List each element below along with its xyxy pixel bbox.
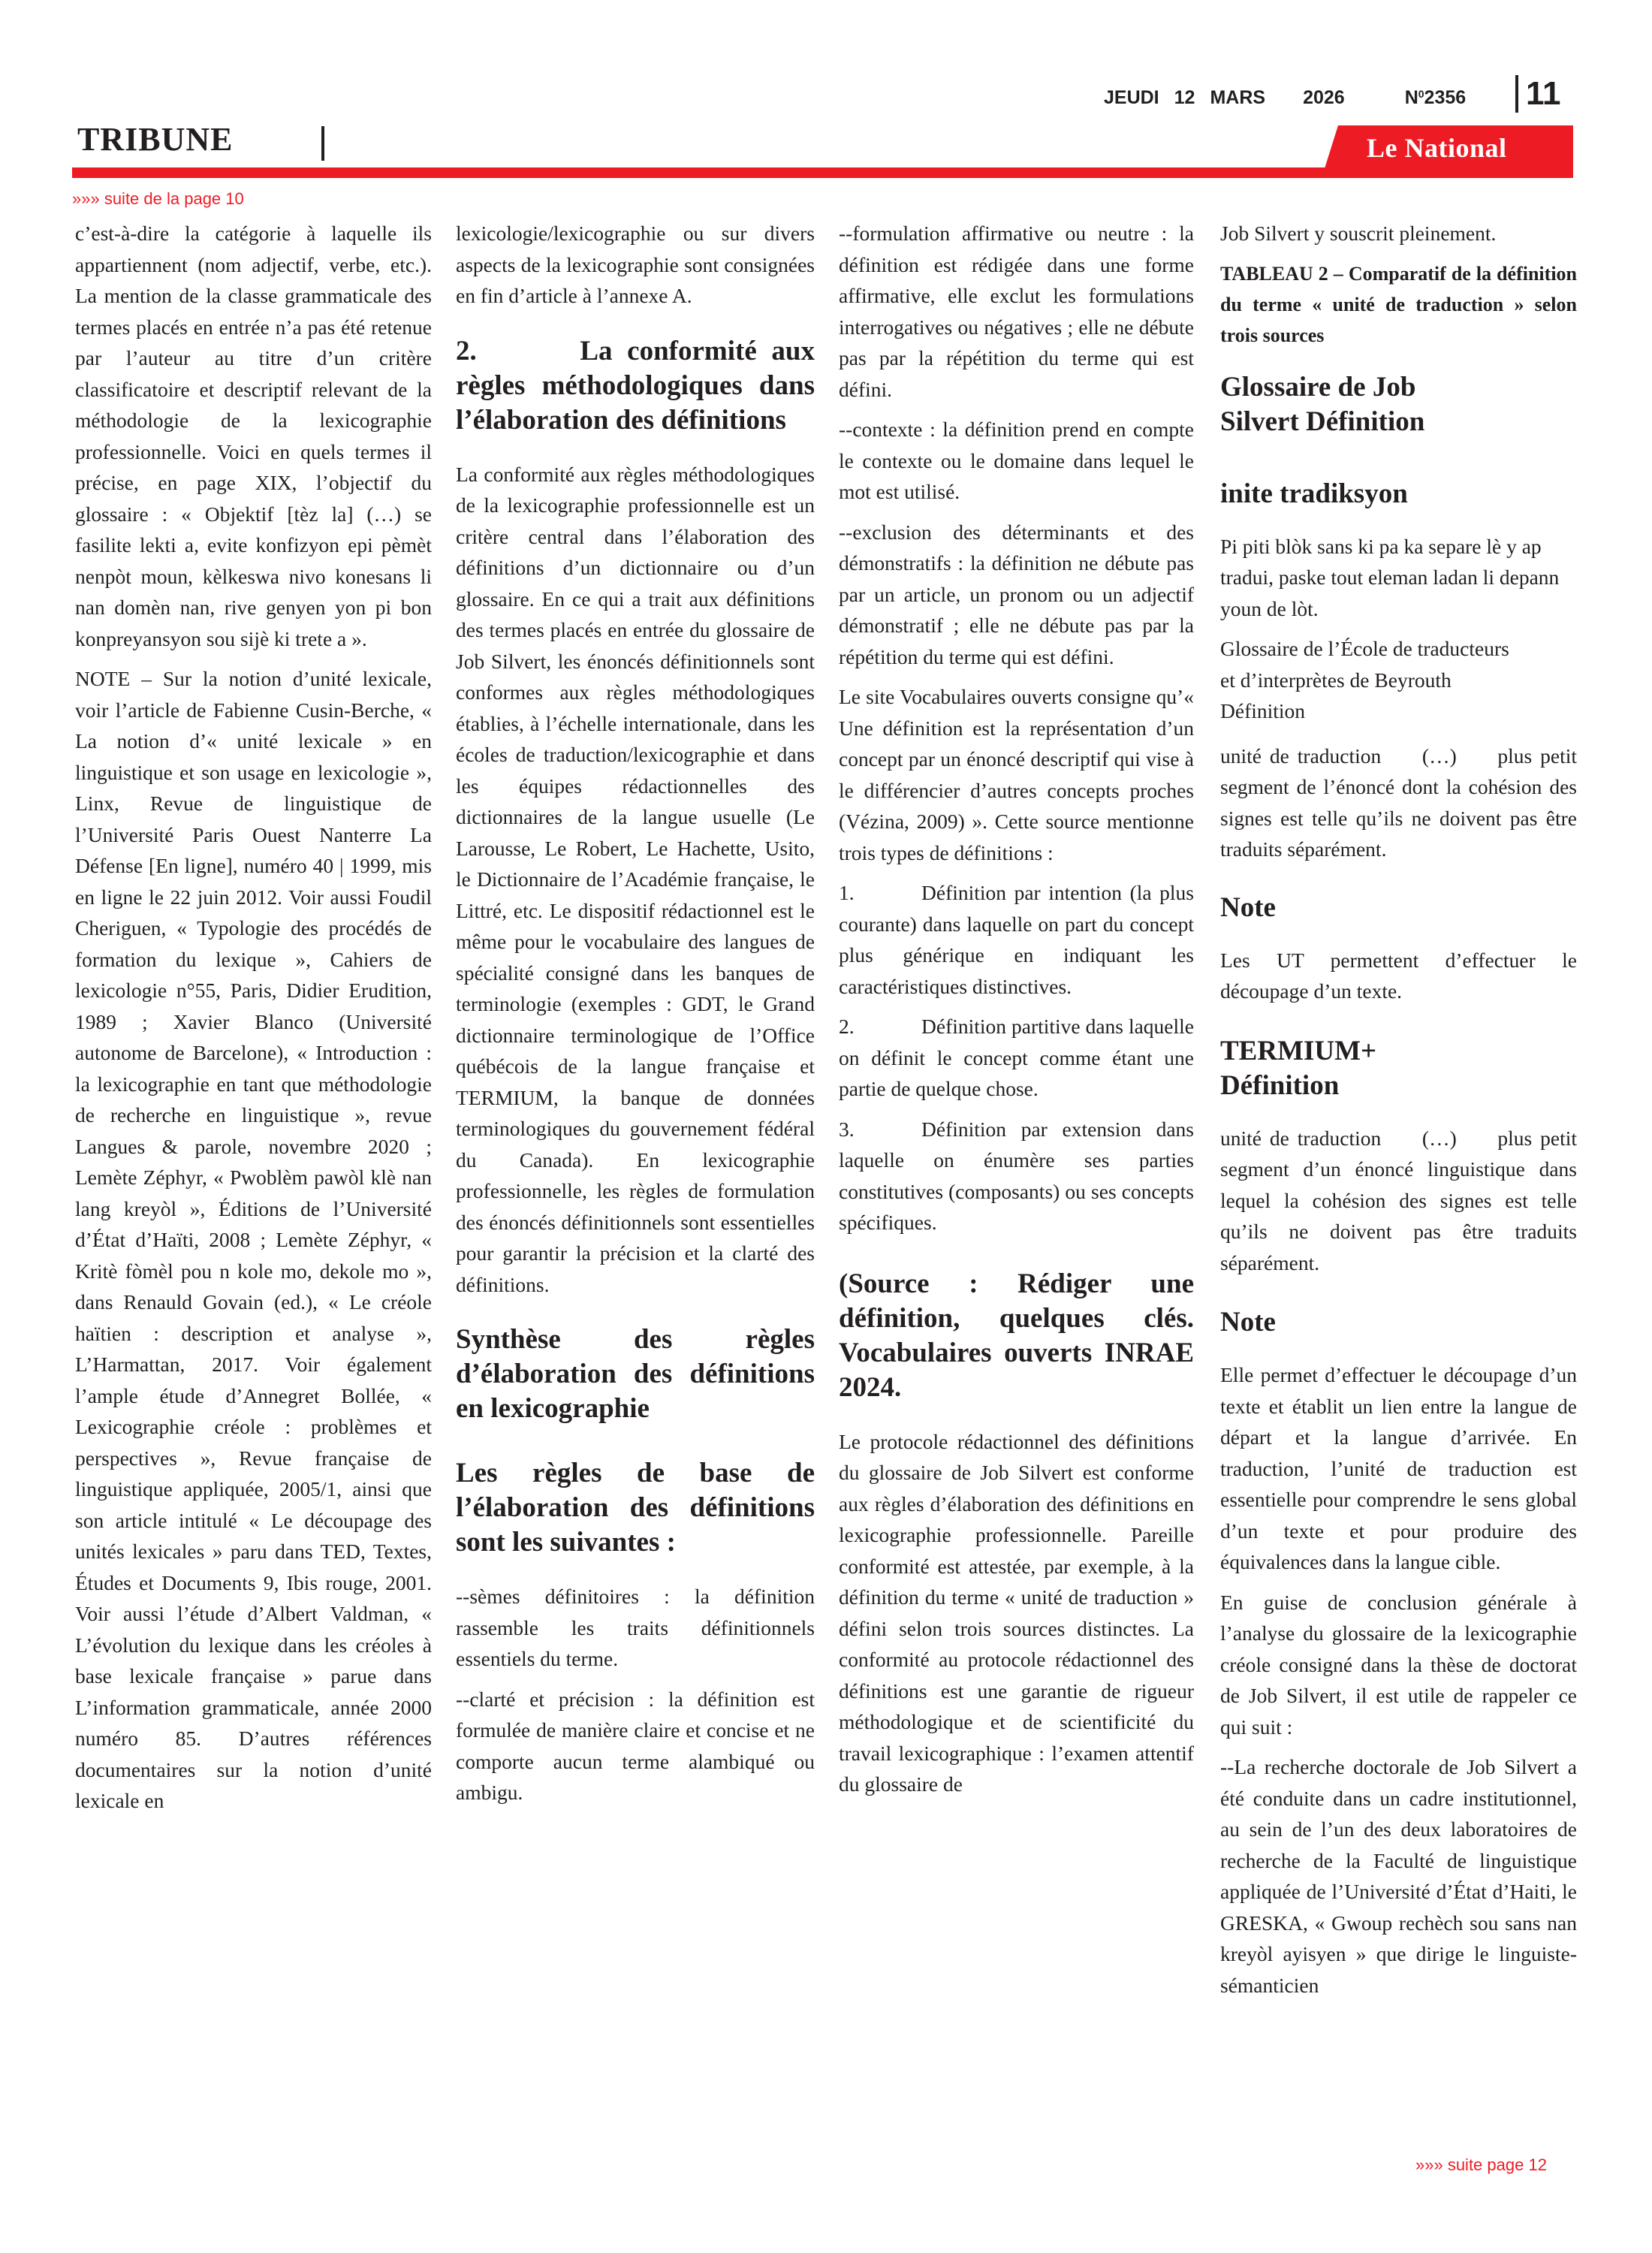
paragraph: --La recherche doctorale de Job Silvert a été conduite dans un cadre institutionnel, au sein de l’un des deux laboratoires de recherche de la Faculté de linguistique appliquée de l’Université d’État d’Haiti, le GRESKA, « Gwoup rechèch sou sans nan kreyòl ayisyen » que dirige le linguiste-sémanticien: [1220, 1755, 1577, 1997]
issue-year: 2026: [1303, 86, 1345, 108]
table-caption: TABLEAU 2 – Comparatif de la définition du terme « unité de traduction » selon trois sources: [1220, 262, 1577, 346]
paragraph: La conformité aux règles méthodologiques de la lexicographie professionnelle est un critère central dans l’élaboration des définitions d’un dictionnaire ou d’un glossaire. En ce qui a trait aux définitions des termes placés en entrée du glossaire de Job Silvert, les énoncés définitionnels sont conformes aux règles méthodologiques établies, à l’échelle internationale, dans les écoles de traduction/lexicographie et dans les équipes rédactionnelles des dictionnaires de la langue usuelle (Le Larousse, Le Robert, Le Hachette, Usito, le Dictionnaire de l’Académie française, le Littré, etc. Le dispositif rédactionnel est le même pour le vocabulaire des langues de spécialité consigné dans les banques de terminologie (exemples : GDT, le Grand dictionnaire terminologique de l’Office québécois de la langue française et TERMIUM, la banque de données terminologiques du gouvernement fédéral du Canada). En lexicographie professionnelle, les règles de formulation des énoncés définitionnels sont essentielles pour garantir la précision et la clarté des définitions.: [456, 462, 815, 1296]
term-heading: inite tradiksyon: [1220, 478, 1408, 509]
definition-text: unité de traduction (…) plus petit segment d’un énoncé linguistique dans lequel la cohésion des signes est telle qu’ils ne doivent pas être traduits séparément.: [1220, 1126, 1582, 1274]
continued-from-link[interactable]: »»» suite de la page 10: [72, 189, 244, 208]
definition-text: Pi piti blòk sans ki pa ka separe lè y ap tradui, paske tout eleman ladan li depann youn de lòt.: [1220, 534, 1560, 620]
note-text: Elle permet d’effectuer le découpage d’un texte et établit un lien entre la langue de départ et la langue d’arrivée. En traduction, l’unité de traduction est essentielle pour comprendre le sens global d’un texte et pour produire des équivalences dans la langue cible.: [1220, 1363, 1577, 1573]
issue-date: 12: [1174, 86, 1195, 108]
issue-month: MARS: [1210, 86, 1266, 108]
brand-logo: Le National: [1367, 133, 1507, 163]
rule-item: --exclusion des déterminants et des démonstratifs : la définition ne débute pas par un article, un pronom ou un adjectif démonstratif ; elle ne débute pas par la répétition du terme qui est défini.: [839, 520, 1194, 668]
glossary-heading-silvert: Glossaire de Job Silvert Définition: [1220, 371, 1425, 437]
section-heading: 2. La conformité aux règles méthodologiques dans l’élaboration des définitions: [456, 335, 822, 436]
rule-item: --formulation affirmative ou neutre : la définition est rédigée dans une forme affirmative, elle exclut les formulations interrogatives ou négatives ; elle ne débute pas par la répétition du terme qui est défini.: [839, 222, 1194, 401]
page-number-divider: [1515, 75, 1518, 113]
column-3: [839, 218, 1194, 1809]
rule-item: --sèmes définitoires : la définition rassemble les traits définitionnels essentiels du terme.: [456, 1585, 815, 1670]
subheading-synthese: Synthèse des règles d’élaboration des définitions en lexicographie: [456, 1324, 815, 1424]
section-title: TRIBUNE: [77, 121, 234, 158]
continued-to-link[interactable]: »»» suite page 12: [1415, 2155, 1547, 2174]
issue-number: $N^02356$: [1404, 86, 1467, 108]
definition-type-item: 1. Définition par intention (la plus courante) dans laquelle on part du concept plus générique en indiquant les caractéristiques distinctives.: [839, 881, 1194, 998]
section-divider: [321, 126, 324, 161]
definition-text: unité de traduction (…) plus petit segment de l’énoncé dont la cohésion des signes est telle qu’ils ne doivent pas être traduits séparément.: [1220, 743, 1582, 861]
note-heading: Note: [1220, 1307, 1276, 1338]
termium-heading: TERMIUM+ Définition: [1220, 1035, 1377, 1101]
paragraph: Le protocole rédactionnel des définitions du glossaire de Job Silvert est conforme aux règles d’élaboration des définitions en lexicographie professionnelle. Pareille conformité est attestée, par exemple, à la définition du terme « unité de traduction » défini selon trois sources distinctes. La conformité au protocole rédactionnel des définitions est une garantie de rigueur méthodologique et de scientificité du travail lexicographique : l’examen attentif du glossaire de: [839, 1429, 1194, 1796]
note-heading: Note: [1220, 891, 1276, 923]
column-4: [1220, 218, 1582, 2010]
column-1: [75, 218, 432, 1826]
column-2: [456, 218, 822, 1817]
source-heading: (Source : Rédiger une définition, quelques clés. Vocabulaires ouverts INRAE 2024.: [839, 1268, 1194, 1403]
page-number: 11: [1526, 75, 1561, 112]
subheading-regles: Les règles de base de l’élaboration des définitions sont les suivantes :: [456, 1458, 815, 1558]
paragraph: Le site Vocabulaires ouverts consigne qu’« Une définition est la représentation d’un concept par un énoncé descriptif qui vise à le différencier d’autres concepts proches (Vézina, 2009) ». Cette source mentionne trois types de définitions :: [839, 685, 1194, 864]
definition-type-item: 3. Définition par extension dans laquelle on énumère ses parties constitutives (composants) ou ses concepts spécifiques.: [839, 1117, 1194, 1234]
page-number-block: [1515, 75, 1561, 113]
issue-day: JEUDI: [1104, 86, 1159, 108]
note-text: Les UT permettent d’effectuer le découpage d’un texte.: [1220, 948, 1577, 1003]
paragraph: c’est-à-dire la catégorie à laquelle ils appartiennent (nom adjectif, verbe, etc.). La mention de la classe grammaticale des termes placés en entrée n’a pas été retenue par l’auteur au titre d’un critère classificatoire et descriptif relevant de la méthodologie de la lexicographie professionnelle. Voici en quels termes il précise, en page XIX, l’objectif du glossaire : « Objektif [tèz la] (…) se fasilite lekti a, evite konfizyon epi pèmèt nenpòt moun, kèlkeswa nivo konesans li nan domèn nan, rive genyen yon pi bon konpreyansyon sou sijè ki trete a ».: [75, 222, 432, 650]
rule-item: --contexte : la définition prend en compte le contexte ou le domaine dans lequel le mot est utilisé.: [839, 418, 1194, 503]
paragraph: En guise de conclusion générale à l’analyse du glossaire de la lexicographie créole consigné dans la thèse de doctorat de Job Silvert, il est utile de rappeler ce qui suit :: [1220, 1590, 1577, 1739]
paragraph: lexicologie/lexicographie ou sur divers aspects de la lexicographie sont consignées en fin d’article à l’annexe A.: [456, 222, 815, 307]
rule-item: --clarté et précision : la définition est formulée de manière claire et concise et ne comporte aucun terme alambiqué ou ambigu.: [456, 1687, 815, 1804]
issue-meta: [1104, 83, 1466, 113]
note-paragraph: NOTE – Sur la notion d’unité lexicale, voir l’article de Fabienne Cusin-Berche, « La notion d’« unité lexicale » en linguistique et son usage en lexicologie », Linx, Revue de linguistique de l’Université Paris Ouest Nanterre La Défense [En ligne], numéro 40 | 1999, mis en ligne le 22 juin 2012. Voir aussi Foudil Cheriguen, « Typologie des procédés de formation du lexique », Cahiers de lexicologie n°55, Paris, Didier Erudition, 1989 ; Xavier Blanco (Université autonome de Barcelone), « Introduction : la lexicographie en tant que méthodologie de recherche en linguistique », revue Langues & parole, novembre 2020 ; Lemète Zéphyr, « Pwoblèm pawòl klè nan lang kreyòl », Éditions de l’Université d’État d’Haïti, 2008 ; Lemète Zéphyr, « Kritè fòmèl pou n kole mo, dekole mo », dans Renauld Govain (ed.), « Le créole haïtien : description et analyse », L’Harmattan, 2017. Voir également l’ample étude d’Annegret Bollée, « Lexicographie créole : problèmes et perspectives », Revue française de linguistique appliquée, 2005/1, ainsi que son article intitulé « Le découpage des unités lexicales » paru dans TED, Textes, Études et Documents 9, Ibis rouge, 2001. Voir aussi l’étude d’Albert Valdman, « L’évolution du lexique dans les créoles à base lexicale française » parue dans L’information grammaticale, année 2000 numéro 85. D’autres références documentaires sur la notion d’unité lexicale en: [75, 667, 432, 1812]
paragraph: Job Silvert y souscrit pleinement.: [1220, 222, 1497, 245]
source-label: Glossaire de l’École de traducteurs et d’interprètes de Beyrouth Définition: [1220, 637, 1509, 722]
definition-type-item: 2. Définition partitive dans laquelle on définit le concept comme étant une partie de quelque chose.: [839, 1015, 1194, 1100]
